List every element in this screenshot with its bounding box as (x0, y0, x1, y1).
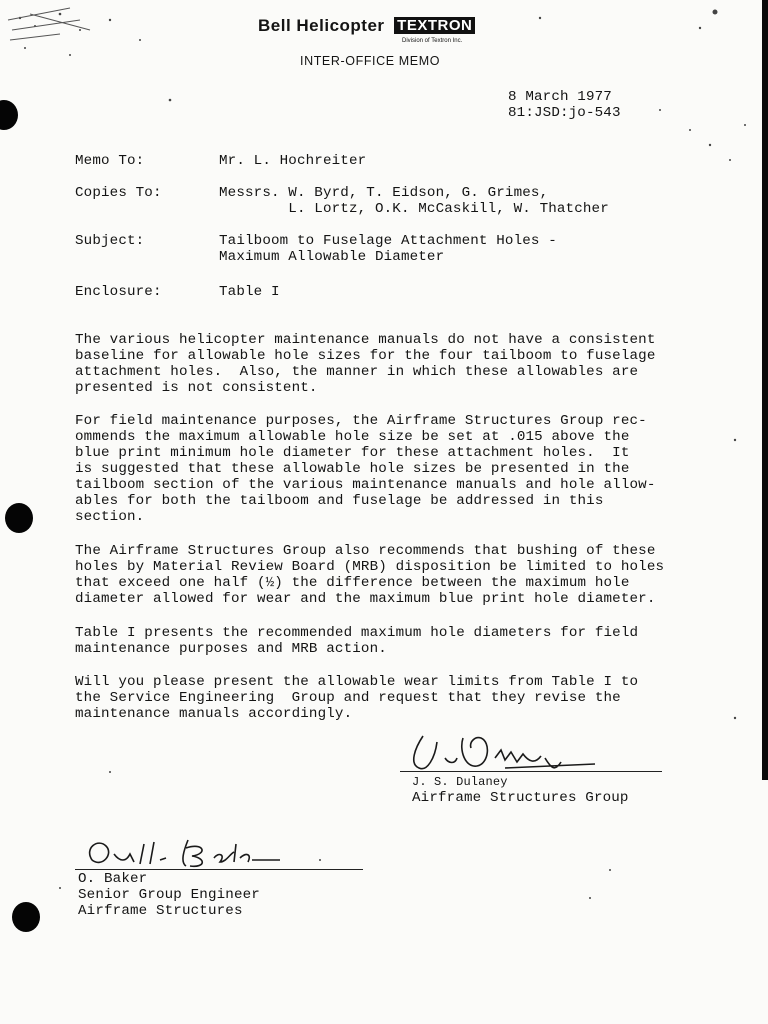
copies-to-label: Copies To: (75, 185, 162, 201)
paragraph-line: section. (75, 509, 145, 525)
paragraph-line: the Service Engineering Group and request that they revise the (75, 690, 621, 706)
copies-to-line-2: L. Lortz, O.K. McCaskill, W. Thatcher (219, 201, 609, 217)
baker-signature (80, 832, 310, 874)
paragraph-line: baseline for allowable hole sizes for the four tailboom to fuselage (75, 348, 656, 364)
signatory-name: J. S. Dulaney (412, 775, 508, 789)
paragraph-line: The Airframe Structures Group also recommends that bushing of these (75, 543, 656, 559)
paragraph-line: presented is not consistent. (75, 380, 318, 396)
company-name: Bell Helicopter (258, 16, 385, 35)
paragraph-line: tailboom section of the various maintenance manuals and hole allow- (75, 477, 656, 493)
approver-name: O. Baker (78, 871, 148, 887)
paragraph-line: blue print minimum hole diameter for these attachment holes. It (75, 445, 630, 461)
paragraph-line: is suggested that these allowable hole sizes be presented in the (75, 461, 630, 477)
copies-to-line-1: Messrs. W. Byrd, T. Eidson, G. Grimes, (219, 185, 549, 201)
memo-date: 8 March 1977 (508, 89, 612, 105)
letterhead (258, 16, 475, 36)
paragraph-line: The various helicopter maintenance manuals do not have a consistent (75, 332, 656, 348)
enclosure-label: Enclosure: (75, 284, 162, 300)
paragraph-line: diameter allowed for wear and the maximum blue print hole diameter. (75, 591, 656, 607)
approver-title: Senior Group Engineer (78, 887, 260, 903)
paragraph-line: Table I presents the recommended maximum hole diameters for field (75, 625, 639, 641)
memo-to-value: Mr. L. Hochreiter (219, 153, 367, 169)
paragraph-line: ables for both the tailboom and fuselage be addressed in this (75, 493, 604, 509)
memo-type: INTER-OFFICE MEMO (300, 54, 441, 68)
paragraph-line: that exceed one half (½) the difference between the maximum hole (75, 575, 630, 591)
paragraph-line: attachment holes. Also, the manner in which these allowables are (75, 364, 639, 380)
textron-logo: TEXTRON (394, 17, 475, 34)
signature-line-baker (75, 869, 363, 870)
subject-line-1: Tailboom to Fuselage Attachment Holes - (219, 233, 557, 249)
signatory-group: Airframe Structures Group (412, 790, 629, 806)
signature-line-dulaney (400, 771, 662, 772)
paragraph-line: Will you please present the allowable wear limits from Table I to (75, 674, 639, 690)
paragraph-line: For field maintenance purposes, the Airframe Structures Group rec- (75, 413, 647, 429)
paragraph-5 (75, 674, 735, 722)
memo-reference: 81:JSD:jo-543 (508, 105, 621, 121)
paragraph-line: maintenance manuals accordingly. (75, 706, 353, 722)
subject-label: Subject: (75, 233, 145, 249)
paragraph-line: ommends the maximum allowable hole size be set at .015 above the (75, 429, 630, 445)
memo-to-label: Memo To: (75, 153, 145, 169)
paragraph-1 (75, 332, 735, 396)
approver-dept: Airframe Structures (78, 903, 243, 919)
paragraph-2 (75, 413, 735, 525)
paragraph-3 (75, 543, 735, 607)
division-line: Division of Textron Inc. (402, 38, 463, 44)
subject-line-2: Maximum Allowable Diameter (219, 249, 445, 265)
enclosure-value: Table I (219, 284, 280, 300)
paragraph-line: maintenance purposes and MRB action. (75, 641, 387, 657)
paragraph-4 (75, 625, 735, 657)
paragraph-line: holes by Material Review Board (MRB) disposition be limited to holes (75, 559, 665, 575)
